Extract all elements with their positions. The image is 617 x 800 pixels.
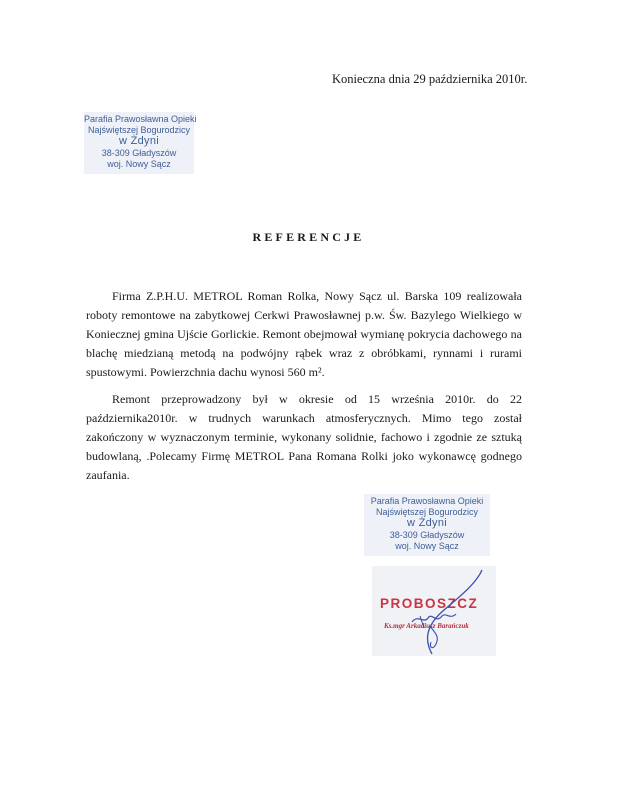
parish-stamp-top (84, 112, 197, 174)
handwritten-signature-icon (372, 566, 496, 656)
stamp-line-1: Parafia Prawosławna Opieki (370, 496, 484, 506)
stamp-line-2: Najświętszej Bogurodzicy (87, 124, 191, 135)
stamp-line-4: 38-309 Gładyszów (101, 148, 177, 159)
document-title: REFERENCJE (252, 230, 365, 244)
stamp-line-2: Najświętszej Bogurodzicy (375, 506, 479, 517)
stamp-line-5: woj. Nowy Sącz (107, 158, 171, 169)
proboszcz-stamp: PROBOSZCZ (380, 596, 479, 611)
priest-signature-block (372, 566, 496, 656)
letter-body (86, 287, 522, 485)
stamp-line-4: 38-309 Gładyszów (389, 530, 465, 541)
stamp-line-3: w Żdyni (407, 517, 447, 530)
date-line: Konieczna dnia 29 października 2010r. (332, 72, 528, 86)
paragraph-1: Firma Z.P.H.U. METROL Roman Rolka, Nowy Sącz ul. Barska 109 realizowała roboty remontowe na zabytkowej Cerkwi Prawosławnej p.w. Św. Bazylego Wielkiego w Koniecznej gmina Ujście Gorlickie. Remont obejmował wymianę pokrycia dachowego na blachę miedzianą metodą na podwójny rąbek wraz z obróbkami, rynnami i rurami spustowymi. Powierzchnia dachu wynosi 560 m². (86, 289, 522, 379)
paragraph-2: Remont przeprowadzony był w okresie od 15 września 2010r. do 22 października2010r. w trudnych warunkach atmosferycznych. Mimo tego został zakończony w wyznaczonym terminie, wykonany solidnie, fachowo i zgodnie ze sztuką budowlaną, .Polecamy Firmę METROL Pana Romana Rolki joko wykonawcę godnego zaufania. (86, 392, 522, 482)
stamp-line-1: Parafia Prawosławna Opieki (84, 114, 197, 124)
stamp-line-5: woj. Nowy Sącz (395, 540, 459, 551)
stamp-line-3: w Żdyni (119, 135, 159, 148)
parish-stamp-bottom (364, 494, 490, 556)
priest-name: Ks.mgr Arkadiusz Barańczuk (384, 622, 469, 630)
